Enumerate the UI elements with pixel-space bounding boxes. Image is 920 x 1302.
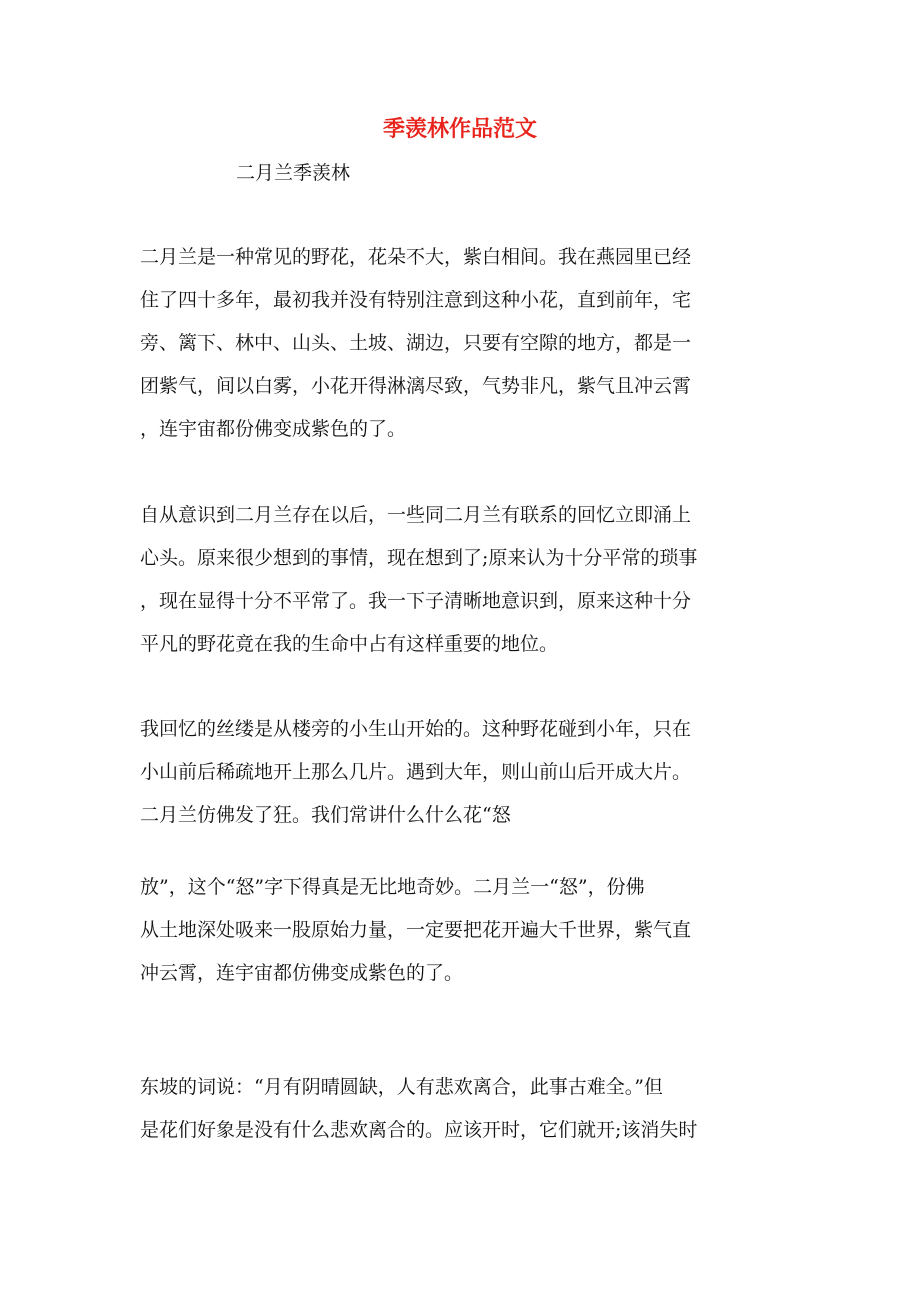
document-title: 季羡林作品范文 [382,116,537,142]
paragraph-line: 旁、篱下、林中、山头、土坡、湖边，只要有空隙的地方，都是一 [140,332,692,354]
paragraph-2 [140,494,697,666]
paragraph-line: 我回忆的丝缕是从楼旁的小生山开始的。这种野花碰到小年，只在 [140,718,692,740]
paragraph-line: 是花们好象是没有什么悲欢离合的。应该开时，它们就开;该消失时 [140,1119,698,1141]
paragraph-line: 冲云霄，连宇宙都仿佛变成紫色的了。 [140,962,464,984]
paragraph-4 [140,866,691,995]
paragraph-line: 二月兰仿佛发了狂。我们常讲什么什么花“怒 [140,804,511,826]
paragraph-line: 小山前后稀疏地开上那么几片。遇到大年，则山前山后开成大片。 [140,761,692,783]
paragraph-line: 放”，这个“怒”字下得真是无比地奇妙。二月兰一“怒”，份佛 [140,876,645,898]
paragraph-line: 团紫气，间以白雾，小花开得淋漓尽致，气势非凡，紫气且冲云霄 [140,375,692,397]
paragraph-line: 自从意识到二月兰存在以后，一些同二月兰有联系的回忆立即涌上 [140,504,692,526]
paragraph-line: 住了四十多年，最初我并没有特别注意到这种小花，直到前年，宅 [140,289,692,311]
paragraph-line: 东坡的词说：“月有阴晴圆缺，人有悲欢离合，此事古难全。”但 [140,1076,663,1098]
paragraph-line: 二月兰是一种常见的野花，花朵不大，紫白相间。我在燕园里已经 [140,246,692,268]
paragraph-line: 心头。原来很少想到的事情，现在想到了;原来认为十分平常的琐事 [140,547,698,569]
paragraph-line: 从土地深处吸来一股原始力量，一定要把花开遍大千世界，紫气直 [140,919,692,941]
paragraph-3 [140,708,691,837]
paragraph-line: ，连宇宙都份佛变成紫色的了。 [140,418,407,440]
paragraph-line: 平凡的野花竟在我的生命中占有这样重要的地位。 [140,633,559,655]
paragraph-1 [140,236,691,451]
paragraph-line: ，现在显得十分不平常了。我一下子清晰地意识到，原来这种十分 [140,590,692,612]
document-subtitle: 二月兰季羡林 [236,162,351,184]
paragraph-5 [140,1066,697,1152]
